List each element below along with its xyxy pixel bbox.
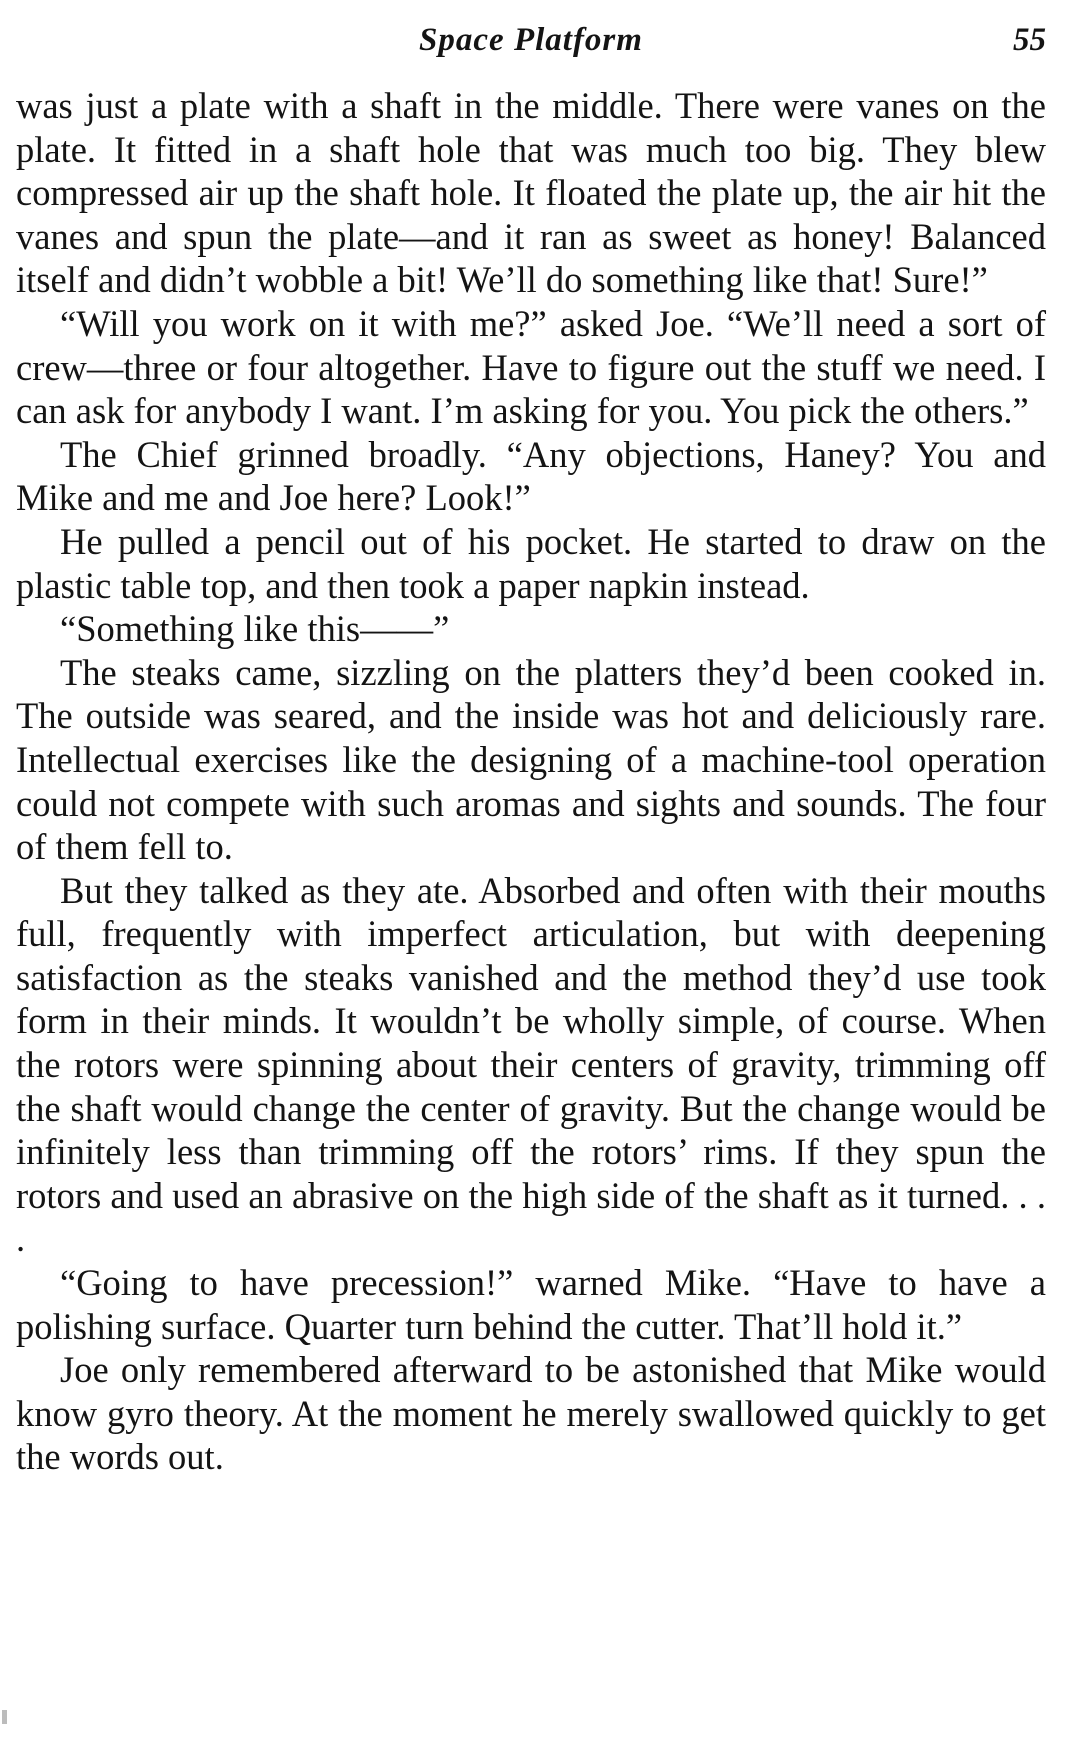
running-head bbox=[16, 22, 1046, 74]
page-number: 55 bbox=[1013, 22, 1046, 58]
scan-speck bbox=[2, 1710, 7, 1724]
body-text bbox=[16, 84, 1046, 1479]
paragraph: But they talked as they ate. Absorbed and often with their mouths full, frequently with imperfect articulation, but with deepening satisfaction as the steaks vanished and the method they’d use took form in their minds. It wouldn’t be wholly simple, of course. When the rotors were spinning about their centers of gravity, trimming off the shaft would change the center of gravity. But the change would be infinitely less than trimming off the rotors’ rims. If they spun the rotors and used an abrasive on the high side of the shaft as it turned. . . . bbox=[16, 869, 1046, 1260]
paragraph: The steaks came, sizzling on the platters they’d been cooked in. The outside was seared, and the inside was hot and deliciously rare. Intellectual exercises like the designing of a machine-tool operation could not compete with such aromas and sights and sounds. The four of them fell to. bbox=[16, 651, 1046, 868]
paragraph: He pulled a pencil out of his pocket. He started to draw on the plastic table top, and then took a paper napkin instead. bbox=[16, 520, 1046, 606]
paragraph: Joe only remembered afterward to be astonished that Mike would know gyro theory. At the moment he merely swallowed quickly to get the words out. bbox=[16, 1349, 1046, 1478]
paragraph: “Something like this——” bbox=[60, 608, 450, 650]
paragraph-continued: was just a plate with a shaft in the middle. There were vanes on the plate. It fitted in a shaft hole that was much too big. They blew compressed air up the shaft hole. It floated the plate up, the air hit the vanes and spun the plate—and it ran as sweet as honey! Balanced itself and didn’t wobble a bit! We’ll do something like that! Sure!” bbox=[16, 85, 1046, 301]
paragraph: “Going to have precession!” warned Mike. “Have to have a polishing surface. Quarter turn behind the cutter. That’ll hold it.” bbox=[16, 1262, 1046, 1347]
running-title: Space Platform bbox=[419, 22, 643, 58]
paragraph: “Will you work on it with me?” asked Joe. “We’ll need a sort of crew—three or four altogether. Have to figure out the stuff we need. I can ask for anybody I want. I’m asking for you. You pick the others.” bbox=[16, 302, 1046, 432]
paragraph: The Chief grinned broadly. “Any objections, Haney? You and Mike and me and Joe here? Look!” bbox=[16, 433, 1046, 519]
